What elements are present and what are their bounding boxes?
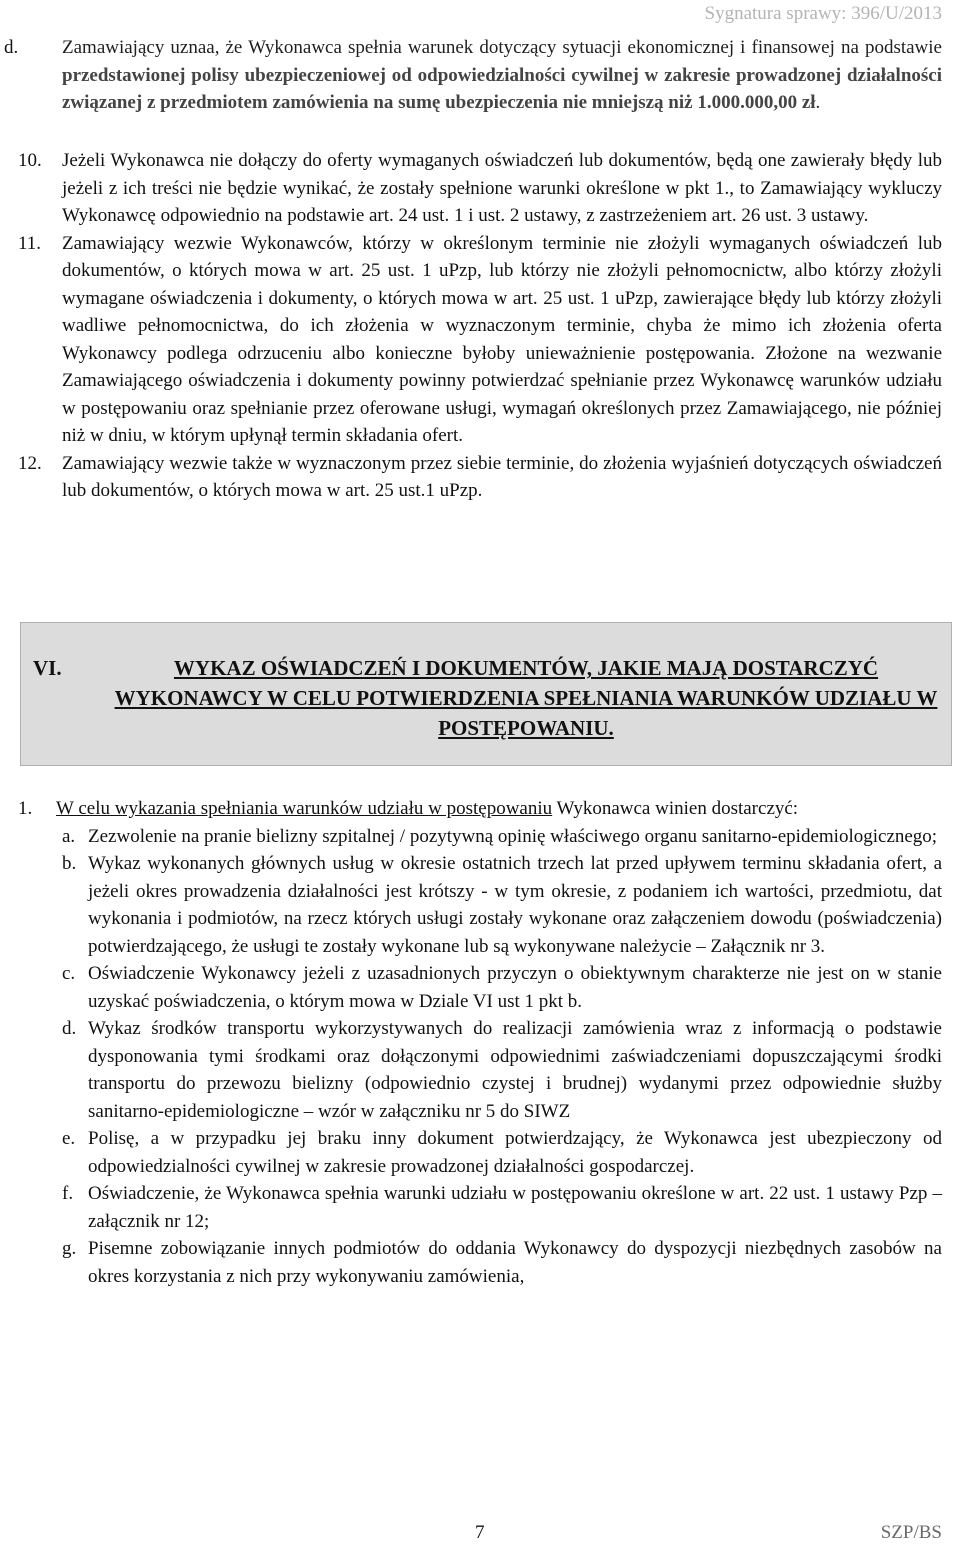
list-item-12 (18, 450, 942, 505)
subitem-letter: c. (62, 963, 76, 984)
item-d-text-start: Zamawiający uznaa, że Wykonawca spełnia warunek dotyczący sytuacji ekonomicznej i finansowej na podstawie (62, 37, 942, 58)
subitem-letter: f. (62, 1183, 74, 1204)
item-number: 12. (18, 452, 42, 474)
subitem-text: Pisemne zobowiązanie innych podmiotów do oddania Wykonawcy do dyspozycji niezbędnych zasobów na okres korzystania z nich przy wykonywaniu zamówienia, (88, 1238, 942, 1287)
subitem-text: Oświadczenie, że Wykonawca spełnia warunki udziału w postępowaniu określone w art. 22 ust. 1 ustawy Pzp – załącznik nr 12; (88, 1183, 942, 1232)
requirement-number: 1. (18, 798, 33, 819)
item-text: Jeżeli Wykonawca nie dołączy do oferty wymaganych oświadczeń lub dokumentów, będą one zawierały błędy lub jeżeli z ich treści nie będzie wynikać, że zostały spełnione warunki określone w pkt 1., to Zamawiający wykluczy Wykonawcę odpowiednio na podstawie art. 24 ust. 1 i ust. 2 ustawy, z zastrzeżeniem art. 26 ust. 3 ustawy. (62, 150, 942, 226)
requirement-intro (56, 795, 942, 823)
subitem-d (62, 1015, 942, 1125)
subitem-c (62, 960, 942, 1015)
subitem-text: Polisę, a w przypadku jej braku inny dokument potwierdzający, że Wykonawca jest ubezpieczony od odpowiedzialności cywilnej w zakresie prowadzonej działalności gospodarczej. (88, 1128, 942, 1177)
subitem-letter: b. (62, 853, 77, 874)
list-item-10 (18, 147, 942, 230)
item-number: 10. (18, 150, 42, 171)
subitem-e (62, 1125, 942, 1180)
item-d-text (62, 34, 942, 117)
item-d-marker: d. (4, 37, 19, 58)
section-number: VI. (33, 656, 62, 680)
list-item-11 (18, 230, 942, 450)
page-footer (0, 1519, 960, 1543)
subitem-letter: e. (62, 1128, 76, 1149)
section-heading-box (20, 622, 952, 766)
subitem-g (62, 1235, 942, 1290)
item-text: Zamawiający wezwie Wykonawców, którzy w określonym terminie nie złożyli wymaganych oświadczeń lub dokumentów, o których mowa w art. 25 ust. 1 uPzp, lub którzy nie złożyli pełnomocnictw, albo którzy złożyli wymagane oświadczenia i dokumenty, o których mowa w art. 25 ust. 1 uPzp, zawierające błędy lub którzy złożyli wadliwe pełnomocnictwa, do ich złożenia w wyznaczonym terminie, chyba że mimo ich złożenia oferta Wykonawcy podlega odrzuceniu albo konieczne byłoby unieważnienie postępowania. Złożone na wezwanie Zamawiającego oświadczenia i dokumenty powinny potwierdzać spełnianie przez Wykonawcę warunków udziału w postępowaniu oraz spełnianie przez oferowane usługi, wymagań określonych przez Zamawiającego, nie później niż w dniu, w którym upłynął termin składania ofert. (62, 232, 942, 446)
subitem-text: Zezwolenie na pranie bielizny szpitalnej / pozytywną opinię właściwego organu sanitarno-epidemiologicznego; (88, 825, 938, 847)
subitem-a (62, 823, 942, 851)
case-signature: Sygnatura sprawy: 396/U/2013 (704, 3, 942, 24)
section-title: WYKAZ OŚWIADCZEŃ I DOKUMENTÓW, JAKIE MAJĄ DOSTARCZYĆ WYKONAWCY W CELU POTWIERDZENIA SPEŁNIANIA WARUNKÓW UDZIAŁU W POSTĘPOWANIU. (114, 656, 938, 740)
subitem-f (62, 1180, 942, 1235)
requirement-intro-rest: Wykonawca winien dostarczyć: (552, 798, 799, 819)
item-d-bold-text: przedstawionej polisy ubezpieczeniowej od odpowiedzialności cywilnej w zakresie prowadzonej działalności związanej z przedmiotem zamówienia na sumę ubezpieczenia nie mniejszą niż 1.000.000,00 zł (62, 64, 942, 113)
requirement-intro-underlined: W celu wykazania spełniania warunków udziału w postępowaniu (56, 798, 553, 819)
page-number: 7 (475, 1522, 485, 1543)
subitem-letter: a. (62, 825, 76, 847)
subitem-text: Wykaz środków transportu wykorzystywanych do realizacji zamówienia wraz z informacją o podstawie dysponowania tymi środkami oraz dołączonymi odpowiednimi zaświadczeniami dopuszczającymi środki transportu do przewozu bielizny (odpowiednio czystej i brudnej) wydanymi przez odpowiednie służby sanitarno-epidemiologiczne – wzór w załączniku nr 5 do SIWZ (88, 1018, 942, 1122)
department-code: SZP/BS (880, 1522, 942, 1543)
item-d-text-end: . (815, 92, 821, 113)
subitem-b (62, 850, 942, 960)
requirement-1 (18, 795, 942, 823)
subitem-text: Wykaz wykonanych głównych usług w okresie ostatnich trzech lat przed upływem terminu składania ofert, a jeżeli okres prowadzenia działalności jest krótszy - w tym okresie, z podaniem ich wartości, przedmiotu, dat wykonania i podmiotów, na rzecz których usługi zostały wykonane oraz załączeniem dowodu (poświadczenia) potwierdzającego, że usługi te zostały wykonane lub są wykonywane należycie – Załącznik nr 3. (88, 853, 942, 957)
item-text: Zamawiający wezwie także w wyznaczonym przez siebie terminie, do złożenia wyjaśnień dotyczących oświadczeń lub dokumentów, o których mowa w art. 25 ust.1 uPzp. (62, 452, 942, 501)
requirement-subitems (62, 823, 942, 1291)
requirements-list (18, 795, 942, 1290)
subitem-letter: g. (62, 1238, 77, 1259)
subitem-text: Oświadczenie Wykonawcy jeżeli z uzasadnionych przyczyn o obiektywnym charakterze nie jest on w stanie uzyskać poświadczenia, o którym mowa w Dziale VI ust 1 pkt b. (88, 963, 942, 1012)
item-number: 11. (18, 232, 42, 254)
numbered-items (18, 147, 942, 505)
item-d (4, 34, 942, 117)
subitem-letter: d. (62, 1018, 77, 1039)
